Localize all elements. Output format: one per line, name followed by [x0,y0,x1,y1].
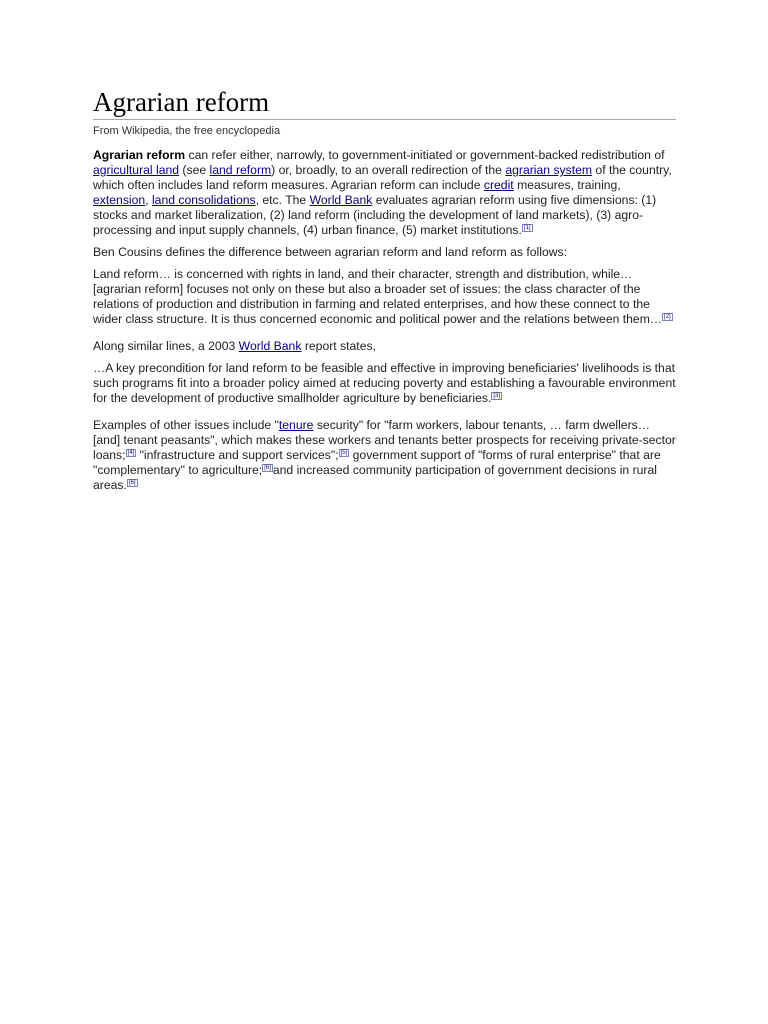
article-page [93,86,676,500]
body-text: Land reform… is concerned with rights in land, and their character, strength and distribution, while… [agrarian reform] focuses not only on these but also a broader set of issues: the class character of the relations of production and distribution in farming and related enterprises, and how these connect to the wider class structure. It is thus concerned economic and political power and the relations between them… [93,267,663,326]
footnote-ref-3[interactable]: [3] [493,392,501,399]
body-text: , [145,193,152,207]
body-text: , etc. The [255,193,310,207]
body-text: security" for "farm workers, labour tenants, … farm dwellers… [and] tenant peasants", which makes these workers and tenants better prospects for receiving private-sector loans; [93,418,676,462]
page-title: Agrarian reform [93,86,676,120]
article-body [93,148,676,493]
link-credit[interactable]: credit [483,178,514,192]
body-text: Examples of other issues include " [93,418,279,432]
body-text: "infrastructure and support services"; [136,448,339,462]
link-agricultural-land[interactable]: agricultural land [93,163,180,177]
link-land-reform[interactable]: land reform [209,163,272,177]
body-text: government support of "forms of rural enterprise" that are "complementary" to agriculture; [93,448,661,477]
footnote-ref-6b[interactable]: [6] [128,479,136,486]
cousins-quote-paragraph [93,267,676,327]
body-text: ) or, broadly, to an overall redirection of the [271,163,506,177]
site-tagline: From Wikipedia, the free encyclopedia [93,125,281,137]
cousins-intro-paragraph [93,245,676,260]
footnote-ref-5[interactable]: [5] [340,449,348,456]
body-text: Along similar lines, a 2003 [93,339,239,353]
link-land-consolidations[interactable]: land consolidations [151,193,256,207]
body-text: Ben Cousins defines the difference between agrarian reform and land reform as follows: [93,245,567,259]
intro-paragraph [93,148,676,238]
body-text: can refer either, narrowly, to government-initiated or government-backed redistribution of [185,148,665,162]
bold-term: Agrarian reform [93,148,186,162]
other-issues-paragraph [93,418,676,493]
link-world-bank-2[interactable]: World Bank [238,339,302,353]
link-extension[interactable]: extension [93,193,146,207]
link-agrarian-system[interactable]: agrarian system [505,163,593,177]
world-bank-quote-paragraph [93,361,676,406]
footnote-ref-6[interactable]: [6] [264,464,271,471]
body-text: evaluates agrarian reform using five dimensions: (1) stocks and market liberalization, (2) land reform (including the development of land markets), (3) agro-processing and input supply channels, (4) urban finance, (5) market institutions. [93,193,657,237]
body-text: report states, [301,339,376,353]
world-bank-intro-paragraph [93,339,676,354]
footnote-ref-1[interactable]: [1] [523,224,531,231]
link-world-bank[interactable]: World Bank [309,193,373,207]
body-text: …A key precondition for land reform to be feasible and effective in improving beneficiaries' livelihoods is that such programs fit into a broader policy aimed at reducing poverty and establishing a favourable environment for the development of productive smallholder agriculture by beneficiaries. [93,361,676,405]
footnote-ref-2[interactable]: [2] [664,313,671,320]
body-text: (see [179,163,210,177]
footnote-ref-4[interactable]: [4] [127,449,135,456]
link-tenure[interactable]: tenure [278,418,314,432]
body-text: of the country, which often includes land reform measures. Agrarian reform can include [93,163,672,192]
body-text: and increased community participation of government decisions in rural areas. [93,463,657,492]
body-text: measures, training, [513,178,621,192]
